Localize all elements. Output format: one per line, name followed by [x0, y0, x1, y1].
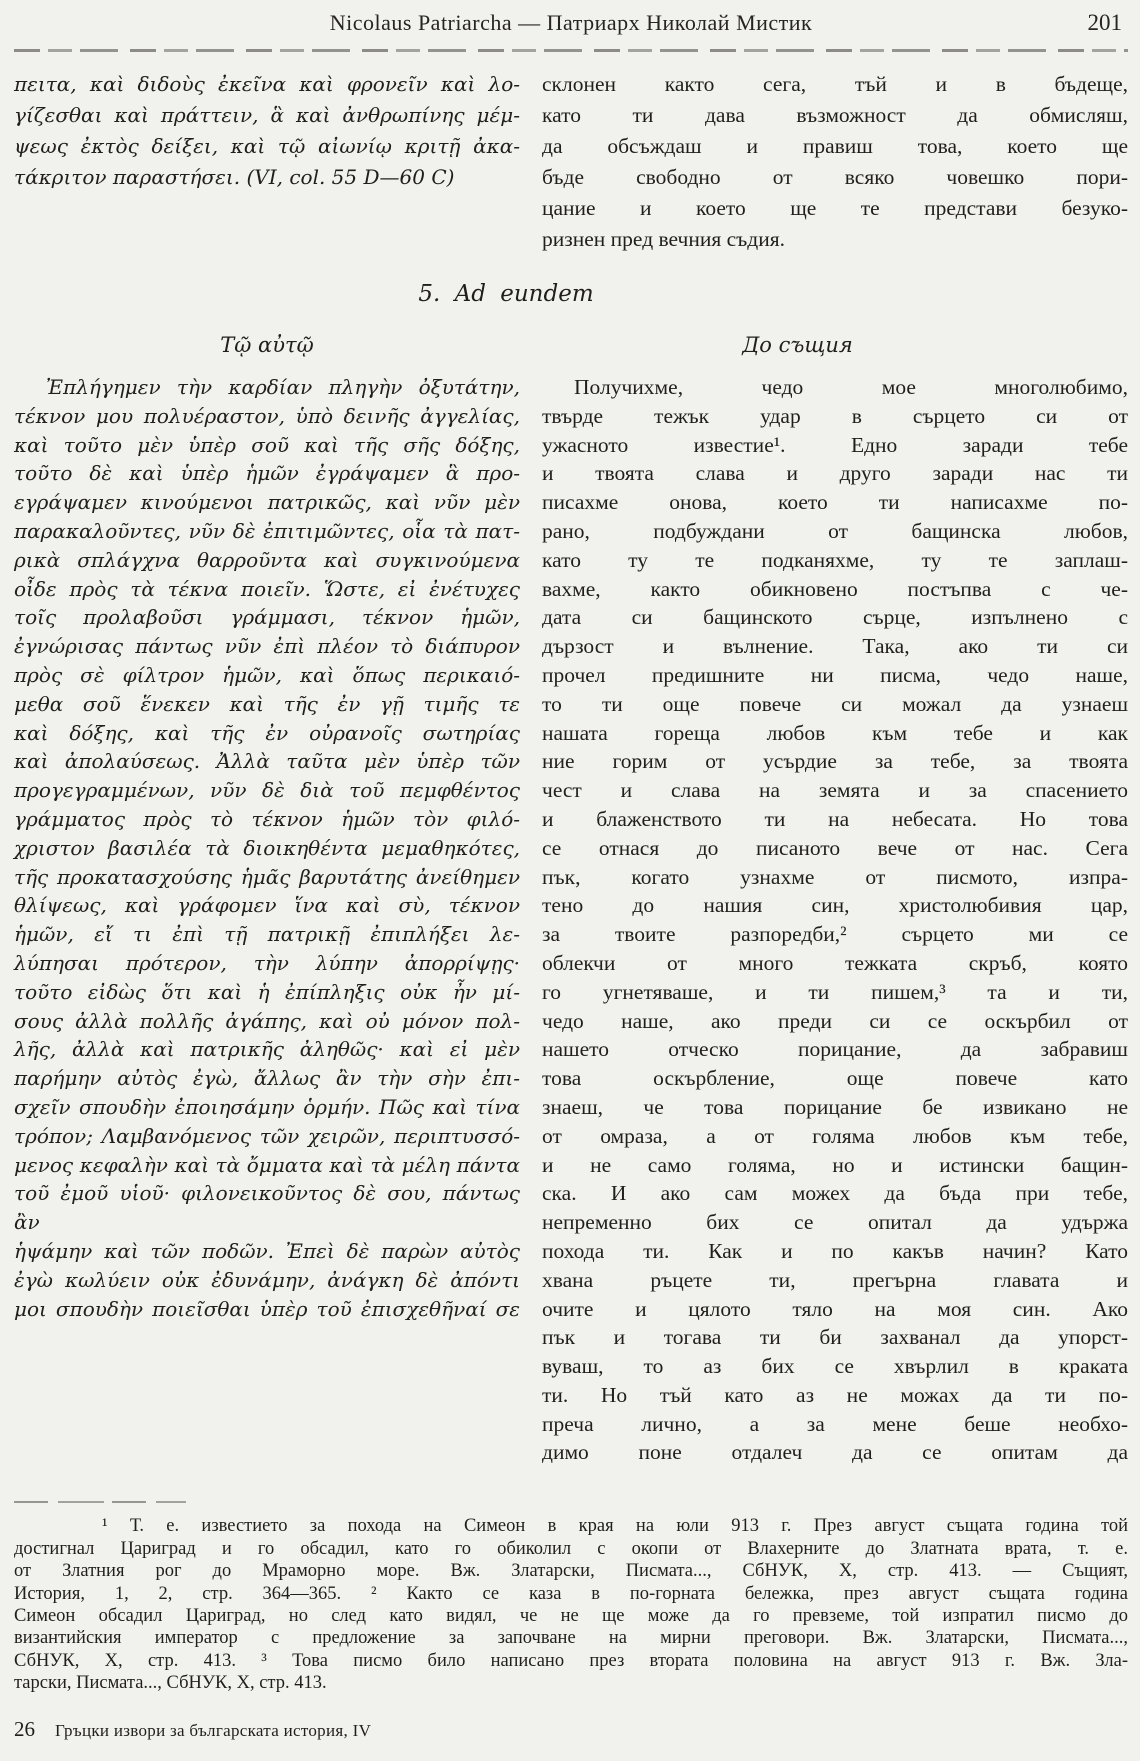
- text-line: Получихме, чедо мое многолюбимо,: [574, 375, 1128, 399]
- text-line: го угнетяваше, и ти пишем,³ та и ти,: [542, 979, 1128, 1004]
- footnote-rule: [14, 1501, 186, 1503]
- page-number: 201: [1087, 10, 1122, 35]
- text-line: димо поне отдалеч да се опитам да: [542, 1440, 1128, 1465]
- text-line: История, 1, 2, стр. 364—365. ² Както се каза в по-горната бележка, през август същата година: [14, 1583, 1128, 1604]
- text-line: εγράψαμεν κινούμενοι πατρικῶς, καὶ νῦν μὲν: [14, 490, 520, 515]
- greek-body-lines: [14, 373, 520, 1467]
- subheadings-row: [14, 333, 1128, 357]
- text-line: склонен както сега, тъй и в бъдеще,: [542, 72, 1128, 96]
- bulgarian-intro-lines: [542, 69, 1128, 255]
- text-line: ¹ Т. е. известието за похода на Симеон в края на юли 913 г. През август същата година той: [102, 1516, 1128, 1537]
- intro-section: [14, 69, 1128, 255]
- text-line: се отнася до писаното вече от нас. Сега: [542, 835, 1128, 860]
- text-line: τοῦ ἐμοῦ υἱοῦ· φιλονεικοῦντος δὲ σου, πάντως ἂν: [14, 1181, 520, 1235]
- text-line: γράμματος πρὸς τὸ τέκνον ἡμῶν τὸν φιλό-: [14, 806, 520, 831]
- text-line: непременно бих се опитал да удържа: [542, 1210, 1128, 1235]
- text-line: твърде тежък удар в сърцето си от: [542, 403, 1128, 428]
- greek-intro-lines: [14, 69, 520, 255]
- text-line: нашата гореща любов към тебе и как: [542, 720, 1128, 745]
- text-line: чедо наше, ако преди си се оскърбил от: [542, 1008, 1128, 1033]
- text-line: μοι σπουδὴν ποιεῖσθαι ὑπὲρ τοῦ ἐπισχεθῆναί σε: [14, 1296, 520, 1321]
- section-heading: 5. Ad eundem: [418, 281, 594, 307]
- letter-body-section: [14, 373, 1128, 1467]
- text-line: византийския император с предложение за започване на мирни преговори. Вж. Златарски, Писмата...,: [14, 1628, 1128, 1649]
- text-line: λύπησαι πρότερον, τὴν λύπην ἀπορρίψῃς·: [14, 950, 520, 975]
- text-line: то ти още повече си можал да узнаеш: [542, 691, 1128, 716]
- text-line: като ти дава възможност да обмисляш,: [542, 103, 1128, 127]
- text-line: похода ти. Как и по какъв начин? Като: [542, 1238, 1128, 1263]
- footnote-lines: [14, 1515, 1128, 1694]
- text-line: λῆς, ἀλλὰ καὶ πατρικῆς ἀληθῶς· καὶ εἰ μὲν: [14, 1037, 520, 1062]
- text-line: пък и тогава ти би захванал да упорст-: [542, 1325, 1128, 1350]
- text-line: καὶ τοῦτο μὲν ὑπὲρ σοῦ καὶ τῆς σῆς δόξης,: [14, 432, 520, 457]
- text-line: τοῦτο εἰδὼς ὅτι καὶ ἡ ἐπίπληξις οὐκ ἦν μί-: [14, 979, 520, 1004]
- text-line: вуваш, то аз бих се хвърлил в краката: [542, 1354, 1128, 1379]
- text-line: τοῖς προλαβοῦσι γράμμασι, τέκνον ἡμῶν,: [14, 605, 520, 630]
- running-title: Nicolaus Patriarcha — Патриарх Николай Мистик: [329, 10, 813, 35]
- text-line: пък, когато узнахме от писмото, изпра-: [542, 864, 1128, 889]
- text-line: σους ἀλλὰ πολλῆς ἀγάπης, καὶ οὐ μόνον πολ-: [14, 1008, 520, 1033]
- text-line: γίζεσθαι καὶ πράττειν, ἃ καὶ ἀνθρωπίνης μέμ-: [14, 103, 520, 127]
- text-line: дързост и вълнение. Така, ако ти си: [542, 634, 1128, 659]
- text-line: καὶ δόξης, καὶ τῆς ἐν οὐρανοῖς σωτηρίας: [14, 720, 520, 745]
- text-line: да обсъждаш и правиш това, което ще: [542, 134, 1128, 158]
- text-line: τοῦτο δὲ καὶ ὑπὲρ ἡμῶν ἐγράψαμεν ἃ προ-: [14, 461, 520, 486]
- text-line: ρικὰ σπλάγχνα θαρροῦντα καὶ συγκινούμενα: [14, 547, 520, 572]
- text-line: преча лично, а за мене беше необхо-: [542, 1411, 1128, 1436]
- text-line: нашето отческо порицание, да забравиш: [542, 1037, 1128, 1062]
- signature-line: [14, 1717, 1128, 1742]
- text-line: тарски, Писмата..., СбНУК, X, стр. 413.: [14, 1673, 327, 1694]
- text-line: ἡμῶν, εἴ τι ἐπὶ τῇ πατρικῇ ἐπιπλήξει λε-: [14, 922, 520, 947]
- text-line: ние горим от усърдие за тебе, за твоята: [542, 749, 1128, 774]
- page-header: [14, 10, 1128, 40]
- text-line: за твоите разпоредби,² сърцето ми се: [542, 922, 1128, 947]
- text-line: тено до нашия син, христолюбивия цар,: [542, 893, 1128, 918]
- text-line: ска. И ако сам можех да бъда при тебе,: [542, 1181, 1128, 1206]
- text-line: и не само голяма, но и истински бащин-: [542, 1152, 1128, 1177]
- text-line: като ту те подканяхме, ту те заплаш-: [542, 547, 1128, 572]
- text-line: προγεγραμμένων, νῦν δὲ διὰ τοῦ πεμφθέντος: [14, 778, 520, 803]
- greek-subheading: Τῷ αὐτῷ: [220, 333, 314, 357]
- text-line: от омраза, а от голяма любов към тебе,: [542, 1123, 1128, 1148]
- text-line: прочел предишните ни писма, чедо наше,: [542, 662, 1128, 687]
- text-line: от Златния рог до Мраморно море. Вж. Златарски, Писмата..., СбНУК, X, стр. 413. — Същият,: [14, 1561, 1128, 1582]
- text-line: τέκνον μου πολυέραστον, ὑπὸ δεινῆς ἀγγελίας,: [14, 403, 520, 428]
- text-line: μεθα σοῦ ἕνεκεν καὶ τῆς ἐν γῇ τιμῆς τε: [14, 691, 520, 716]
- bulgarian-body-lines: [542, 373, 1128, 1467]
- text-line: Ἐπλήγημεν τὴν καρδίαν πληγὴν ὀξυτάτην,: [46, 375, 520, 399]
- text-line: вахме, както обикновено постъпва с че-: [542, 576, 1128, 601]
- text-line: ти. Но тъй като аз не можах да ти по-: [542, 1382, 1128, 1407]
- text-line: ἐγὼ κωλύειν οὐκ ἐδυνάμην, ἀνάγκη δὲ ἀπόντι: [14, 1267, 520, 1292]
- text-line: θλίψεως, καὶ γράφομεν ἵνα καὶ σὺ, τέκνον: [14, 893, 520, 918]
- text-line: σχεῖν σπουδὴν ἐποιησάμην ὁρμήν. Πῶς καὶ τίνα: [14, 1094, 520, 1119]
- text-line: τρόπον; Λαμβανόμενος τῶν χειρῶν, περιπτυσσό-: [14, 1123, 520, 1148]
- text-line: ψεως ἐκτὸς δείξει, καὶ τῷ αἰωνίῳ κριτῇ ἀκα-: [14, 134, 520, 158]
- text-line: χριστον βασιλέα τὰ διοικηθέντα μεμαθηκότες,: [14, 835, 520, 860]
- text-line: знаеш, че това порицание бе извикано не: [542, 1094, 1128, 1119]
- text-line: ἡψάμην καὶ τῶν ποδῶν. Ἐπεὶ δὲ παρὼν αὐτὸς: [14, 1238, 520, 1263]
- text-line: достигнал Цариград и го обсадил, като го обиколил с окопи от Влахерните до Златната врата, т. е.: [14, 1538, 1128, 1559]
- text-line: цание и което ще те представи безуко-: [542, 196, 1128, 220]
- text-line: писахме онова, което ти написахме по-: [542, 490, 1128, 515]
- text-line: τάκριτον παραστήσει. (VI, col. 55 D—60 C): [14, 165, 455, 189]
- text-line: καὶ ἀπολαύσεως. Ἀλλὰ ταῦτα μὲν ὑπὲρ τῶν: [14, 749, 520, 774]
- bulgarian-subheading: До същия: [742, 333, 853, 357]
- text-line: облекчи от много тежката скръб, която: [542, 950, 1128, 975]
- text-line: ужасното известие¹. Едно заради тебе: [542, 432, 1128, 457]
- text-line: бъде свободно от всяко човешко пори-: [542, 165, 1128, 189]
- text-line: πειτα, καὶ διδοὺς ἐκεῖνα καὶ φρονεῖν καὶ λο-: [14, 72, 520, 96]
- text-line: и твоята слава и друго заради нас ти: [542, 461, 1128, 486]
- text-line: дата си бащинското сърце, изпълнено с: [542, 605, 1128, 630]
- text-line: ἐγνώρισας πάντως νῦν ἐπὶ πλέον τὸ διάπυρον: [14, 634, 520, 659]
- header-rule: [14, 49, 1128, 52]
- text-line: τῆς προκατασχούσης ἡμᾶς βαρυτάτης ἀνείθημεν: [14, 864, 520, 889]
- text-line: μενος κεφαλὴν καὶ τὰ ὄμματα καὶ τὰ μέλη πάντα: [14, 1152, 520, 1177]
- text-line: и блаженството ти на небесата. Но това: [542, 806, 1128, 831]
- text-line: ризнен пред вечния съдия.: [542, 227, 785, 251]
- text-line: чест и слава на земята и за спасението: [542, 778, 1128, 803]
- signature-number: 26: [14, 1716, 35, 1741]
- text-line: очите и цялото тяло на моя син. Ако: [542, 1296, 1128, 1321]
- text-line: Симеон обсадил Цариград, но след като видял, че не ще може да го превземе, той изпратил писмо до: [14, 1605, 1128, 1626]
- text-line: παρακαλοῦντες, νῦν δὲ ἐπιτιμῶντες, οἷα τὰ πατ-: [14, 518, 520, 543]
- text-line: πρὸς σὲ φίλτρον ἡμῶν, καὶ ὅπως περικαιό-: [14, 662, 520, 687]
- text-line: παρήμην αὐτὸς ἐγὼ, ἄλλως ἂν τὴν σὴν ἐπι-: [14, 1066, 520, 1091]
- text-line: рано, подбуждани от бащинска любов,: [542, 518, 1128, 543]
- series-title: Гръцки извори за българската история, IV: [55, 1720, 372, 1740]
- text-line: οἶδε πρὸς τὰ τέκνα ποιεῖν. Ὥστε, εἰ ἐνέτυχες: [14, 576, 520, 601]
- text-line: СбНУК, X, стр. 413. ³ Това писмо било написано през втората половина на август 913 г. Вж. Зла-: [14, 1650, 1128, 1671]
- text-line: хвана ръцете ти, прегърна главата и: [542, 1267, 1128, 1292]
- text-line: това оскърбление, още повече като: [542, 1066, 1128, 1091]
